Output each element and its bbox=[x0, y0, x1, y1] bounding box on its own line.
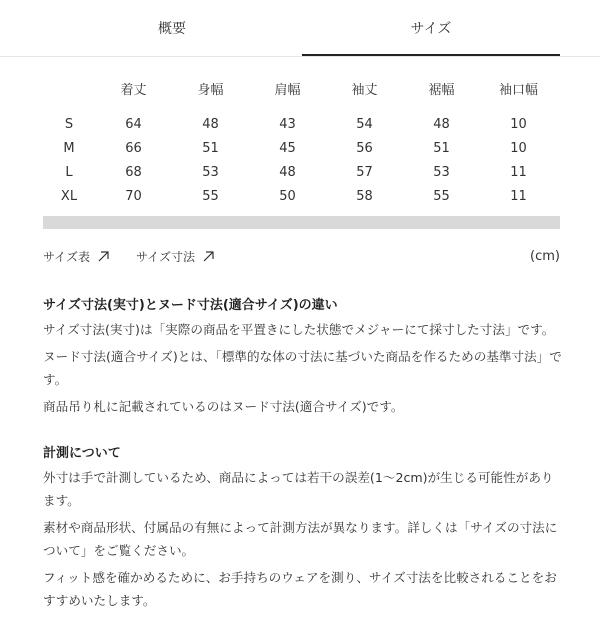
table-row bbox=[43, 112, 557, 136]
external-arrow-icon bbox=[98, 251, 109, 262]
table-cell: 51 bbox=[433, 140, 450, 156]
table-row bbox=[43, 184, 557, 208]
note-paragraph: 素材や商品形状、付属品の有無によって計測方法が異なります。詳しくは「サイズの寸法について」をご覧ください。 bbox=[43, 520, 558, 558]
size-measure-link[interactable] bbox=[136, 248, 214, 265]
header-cuff: 袖口幅 bbox=[498, 82, 538, 98]
table-cell: 55 bbox=[433, 188, 450, 204]
table-cell: 68 bbox=[125, 164, 142, 180]
table-header-row bbox=[43, 64, 557, 112]
table-cell: 57 bbox=[356, 164, 373, 180]
header-width: 身幅 bbox=[197, 82, 224, 98]
size-table-container bbox=[43, 64, 560, 229]
table-cell: 48 bbox=[202, 116, 219, 132]
size-chart-label: サイズ表 bbox=[43, 250, 91, 264]
size-links bbox=[43, 248, 560, 268]
table-cell: 53 bbox=[433, 164, 450, 180]
table-cell: 11 bbox=[510, 188, 527, 204]
table-cell: 51 bbox=[202, 140, 219, 156]
unit-label: (cm) bbox=[530, 249, 560, 264]
table-cell: 43 bbox=[279, 116, 296, 132]
external-arrow-icon bbox=[203, 251, 214, 262]
table-cell: 54 bbox=[356, 116, 373, 132]
tab-overview[interactable]: 概要 bbox=[158, 21, 186, 37]
table-cell: 64 bbox=[125, 116, 142, 132]
table-cell: 48 bbox=[433, 116, 450, 132]
size-notes bbox=[43, 294, 563, 616]
size-table bbox=[43, 64, 557, 208]
header-hem: 裾幅 bbox=[428, 82, 455, 98]
note-paragraph: ヌード寸法(適合サイズ)とは、「標準的な体の寸法に基づいた商品を作るための基準寸法」です。 bbox=[43, 349, 562, 387]
size-chart-link[interactable] bbox=[43, 248, 109, 265]
size-label: M bbox=[63, 140, 75, 156]
table-cell: 55 bbox=[202, 188, 219, 204]
section-title-measurement: 計測について bbox=[43, 446, 121, 461]
table-cell: 70 bbox=[125, 188, 142, 204]
size-measure-label: サイズ寸法 bbox=[136, 250, 196, 264]
section-spacer bbox=[43, 422, 563, 442]
active-tab-indicator bbox=[302, 54, 560, 56]
table-cell: 10 bbox=[510, 140, 527, 156]
table-cell: 53 bbox=[202, 164, 219, 180]
header-shoulder: 肩幅 bbox=[274, 82, 301, 98]
tab-size[interactable]: サイズ bbox=[410, 21, 452, 37]
table-cell: 45 bbox=[279, 140, 296, 156]
header-length: 着丈 bbox=[120, 82, 147, 98]
section-title-difference: サイズ寸法(実寸)とヌード寸法(適合サイズ)の違い bbox=[43, 298, 338, 313]
tab-bar bbox=[0, 0, 600, 57]
table-cell: 50 bbox=[279, 188, 296, 204]
note-paragraph: 外寸は手で計測しているため、商品によっては若干の誤差(1〜2cm)が生じる可能性があります。 bbox=[43, 470, 554, 508]
table-cell: 10 bbox=[510, 116, 527, 132]
table-cell: 66 bbox=[125, 140, 142, 156]
table-row bbox=[43, 160, 557, 184]
size-label: S bbox=[64, 116, 74, 132]
size-label: XL bbox=[60, 188, 78, 204]
table-cell: 11 bbox=[510, 164, 527, 180]
horizontal-scrollbar[interactable] bbox=[43, 216, 560, 229]
note-paragraph: フィット感を確かめるために、お手持ちのウェアを測り、サイズ寸法を比較されることをおすすめいたします。 bbox=[43, 570, 557, 608]
table-cell: 58 bbox=[356, 188, 373, 204]
table-cell: 48 bbox=[279, 164, 296, 180]
size-label: L bbox=[65, 164, 73, 180]
note-paragraph: 商品吊り札に記載されているのはヌード寸法(適合サイズ)です。 bbox=[43, 399, 404, 414]
header-sleeve: 袖丈 bbox=[351, 82, 378, 98]
header-size bbox=[43, 64, 95, 112]
table-cell: 56 bbox=[356, 140, 373, 156]
note-paragraph: サイズ寸法(実寸)は「実際の商品を平置きにした状態でメジャーにて採寸した寸法」です。 bbox=[43, 322, 555, 337]
table-row bbox=[43, 136, 557, 160]
